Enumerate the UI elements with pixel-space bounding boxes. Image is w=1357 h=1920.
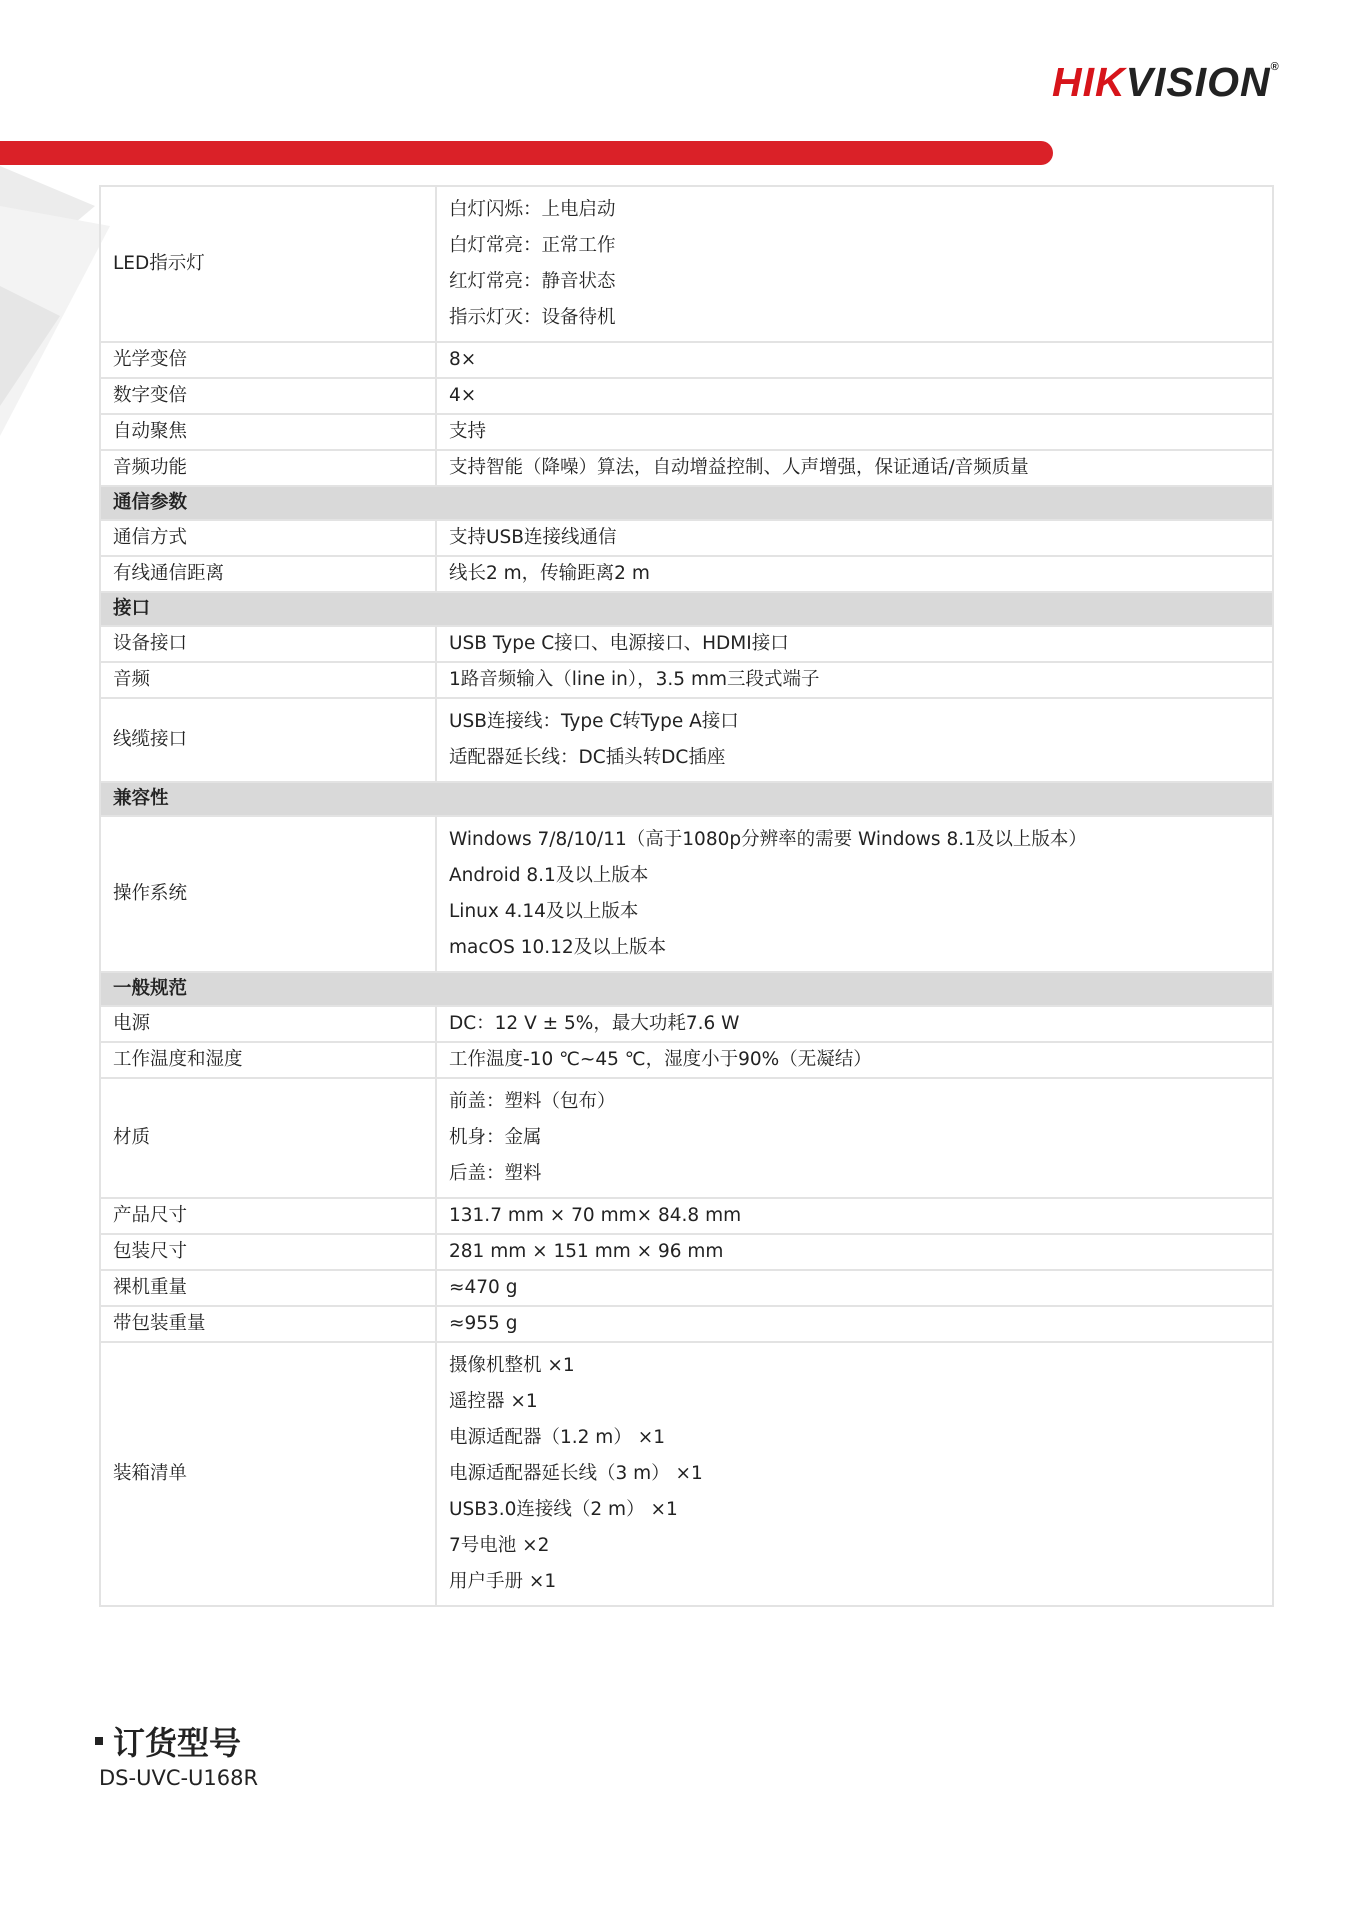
spec-value-line: 后盖：塑料 xyxy=(449,1163,542,1184)
spec-label: 产品尺寸 xyxy=(100,1198,436,1234)
spec-row xyxy=(100,1006,1273,1042)
spec-row xyxy=(100,450,1273,486)
spec-row xyxy=(100,1342,1273,1606)
spec-label: 电源 xyxy=(100,1006,436,1042)
spec-row xyxy=(100,1078,1273,1198)
spec-value-line: 红灯常亮：静音状态 xyxy=(449,271,616,292)
spec-value-line: 机身：金属 xyxy=(449,1127,542,1148)
spec-label: LED指示灯 xyxy=(100,186,436,342)
spec-value xyxy=(436,626,1273,662)
spec-value xyxy=(436,414,1273,450)
spec-value-line: USB Type C接口、电源接口、HDMI接口 xyxy=(449,633,789,654)
spec-row xyxy=(100,1234,1273,1270)
spec-value xyxy=(436,520,1273,556)
section-header: 接口 xyxy=(100,592,1273,626)
spec-label: 自动聚焦 xyxy=(100,414,436,450)
spec-value-line: DC：12 V ± 5%，最大功耗7.6 W xyxy=(449,1013,740,1034)
spec-row xyxy=(100,342,1273,378)
spec-value xyxy=(436,556,1273,592)
registered-mark: ® xyxy=(1270,61,1280,73)
spec-label: 包装尺寸 xyxy=(100,1234,436,1270)
spec-value xyxy=(436,1198,1273,1234)
spec-label: 有线通信距离 xyxy=(100,556,436,592)
spec-row xyxy=(100,1198,1273,1234)
spec-value-line: 电源适配器延长线（3 m） ×1 xyxy=(449,1463,703,1484)
spec-value-line: 支持USB连接线通信 xyxy=(449,527,617,548)
spec-value-line: Linux 4.14及以上版本 xyxy=(449,901,639,922)
spec-row xyxy=(100,556,1273,592)
spec-value-line: USB连接线：Type C转Type A接口 xyxy=(449,711,739,732)
bullet-icon xyxy=(95,1737,103,1745)
order-model-number: DS-UVC-U168R xyxy=(99,1766,259,1790)
spec-label: 光学变倍 xyxy=(100,342,436,378)
section-header: 一般规范 xyxy=(100,972,1273,1006)
spec-value-line: ≈470 g xyxy=(449,1277,518,1298)
spec-value-line: Android 8.1及以上版本 xyxy=(449,865,649,886)
spec-value-line: USB3.0连接线（2 m） ×1 xyxy=(449,1499,678,1520)
spec-value xyxy=(436,1234,1273,1270)
spec-row xyxy=(100,1270,1273,1306)
spec-value xyxy=(436,816,1273,972)
section-header: 通信参数 xyxy=(100,486,1273,520)
spec-value xyxy=(436,186,1273,342)
spec-value-line: 131.7 mm × 70 mm× 84.8 mm xyxy=(449,1205,742,1226)
section-header-row xyxy=(100,972,1273,1006)
spec-table xyxy=(99,185,1274,1607)
spec-value-line: 支持 xyxy=(449,421,487,442)
spec-value xyxy=(436,1006,1273,1042)
spec-value-line: 281 mm × 151 mm × 96 mm xyxy=(449,1241,724,1262)
spec-value-line: 7号电池 ×2 xyxy=(449,1535,550,1556)
spec-row xyxy=(100,378,1273,414)
spec-value-line: ≈955 g xyxy=(449,1313,518,1334)
spec-row xyxy=(100,816,1273,972)
spec-value-line: 白灯常亮：正常工作 xyxy=(449,235,616,256)
spec-row xyxy=(100,414,1273,450)
spec-label: 装箱清单 xyxy=(100,1342,436,1606)
spec-row xyxy=(100,1306,1273,1342)
spec-value xyxy=(436,1078,1273,1198)
spec-value-line: 白灯闪烁：上电启动 xyxy=(449,199,616,220)
spec-value-line: 线长2 m，传输距离2 m xyxy=(449,563,650,584)
spec-label: 材质 xyxy=(100,1078,436,1198)
spec-value-line: 遥控器 ×1 xyxy=(449,1391,538,1412)
section-header-row xyxy=(100,782,1273,816)
section-header-row xyxy=(100,592,1273,626)
spec-value xyxy=(436,1042,1273,1078)
spec-value-line: 8× xyxy=(449,349,477,370)
spec-value-line: 摄像机整机 ×1 xyxy=(449,1355,575,1376)
logo-text-red: HIK xyxy=(1052,59,1126,105)
spec-label: 通信方式 xyxy=(100,520,436,556)
spec-label: 工作温度和湿度 xyxy=(100,1042,436,1078)
section-header: 兼容性 xyxy=(100,782,1273,816)
spec-row xyxy=(100,186,1273,342)
spec-value xyxy=(436,1342,1273,1606)
spec-value-line: 前盖：塑料（包布） xyxy=(449,1091,616,1112)
spec-value-line: 1路音频输入（line in），3.5 mm三段式端子 xyxy=(449,669,820,690)
spec-value-line: 4× xyxy=(449,385,477,406)
spec-row xyxy=(100,520,1273,556)
spec-label: 音频 xyxy=(100,662,436,698)
spec-label: 数字变倍 xyxy=(100,378,436,414)
spec-label: 线缆接口 xyxy=(100,698,436,782)
spec-value-line: 用户手册 ×1 xyxy=(449,1571,557,1592)
spec-row xyxy=(100,698,1273,782)
spec-value xyxy=(436,1306,1273,1342)
spec-row xyxy=(100,626,1273,662)
section-header-row xyxy=(100,486,1273,520)
spec-value-line: macOS 10.12及以上版本 xyxy=(449,937,667,958)
spec-label: 设备接口 xyxy=(100,626,436,662)
spec-value-line: 电源适配器（1.2 m） ×1 xyxy=(449,1427,665,1448)
spec-value xyxy=(436,342,1273,378)
spec-row xyxy=(100,662,1273,698)
spec-value-line: 适配器延长线：DC插头转DC插座 xyxy=(449,747,726,768)
spec-value xyxy=(436,662,1273,698)
spec-label: 带包装重量 xyxy=(100,1306,436,1342)
order-title-text: 订货型号 xyxy=(113,1724,242,1762)
spec-label: 裸机重量 xyxy=(100,1270,436,1306)
spec-value-line: Windows 7/8/10/11（高于1080p分辨率的需要 Windows 8.1及以上版本） xyxy=(449,829,1087,850)
spec-value xyxy=(436,450,1273,486)
order-section-title xyxy=(95,1718,241,1764)
hikvision-logo xyxy=(1052,59,1280,105)
spec-value xyxy=(436,378,1273,414)
header-red-bar xyxy=(0,141,1053,165)
spec-value xyxy=(436,698,1273,782)
spec-value-line: 支持智能（降噪）算法，自动增益控制、人声增强，保证通话/音频质量 xyxy=(449,457,1029,478)
spec-row xyxy=(100,1042,1273,1078)
spec-value xyxy=(436,1270,1273,1306)
spec-label: 音频功能 xyxy=(100,450,436,486)
spec-label: 操作系统 xyxy=(100,816,436,972)
spec-value-line: 指示灯灭：设备待机 xyxy=(449,307,616,328)
spec-value-line: 工作温度-10 ℃~45 ℃，湿度小于90%（无凝结） xyxy=(449,1049,872,1070)
logo-text-dark: VISION xyxy=(1125,59,1271,105)
